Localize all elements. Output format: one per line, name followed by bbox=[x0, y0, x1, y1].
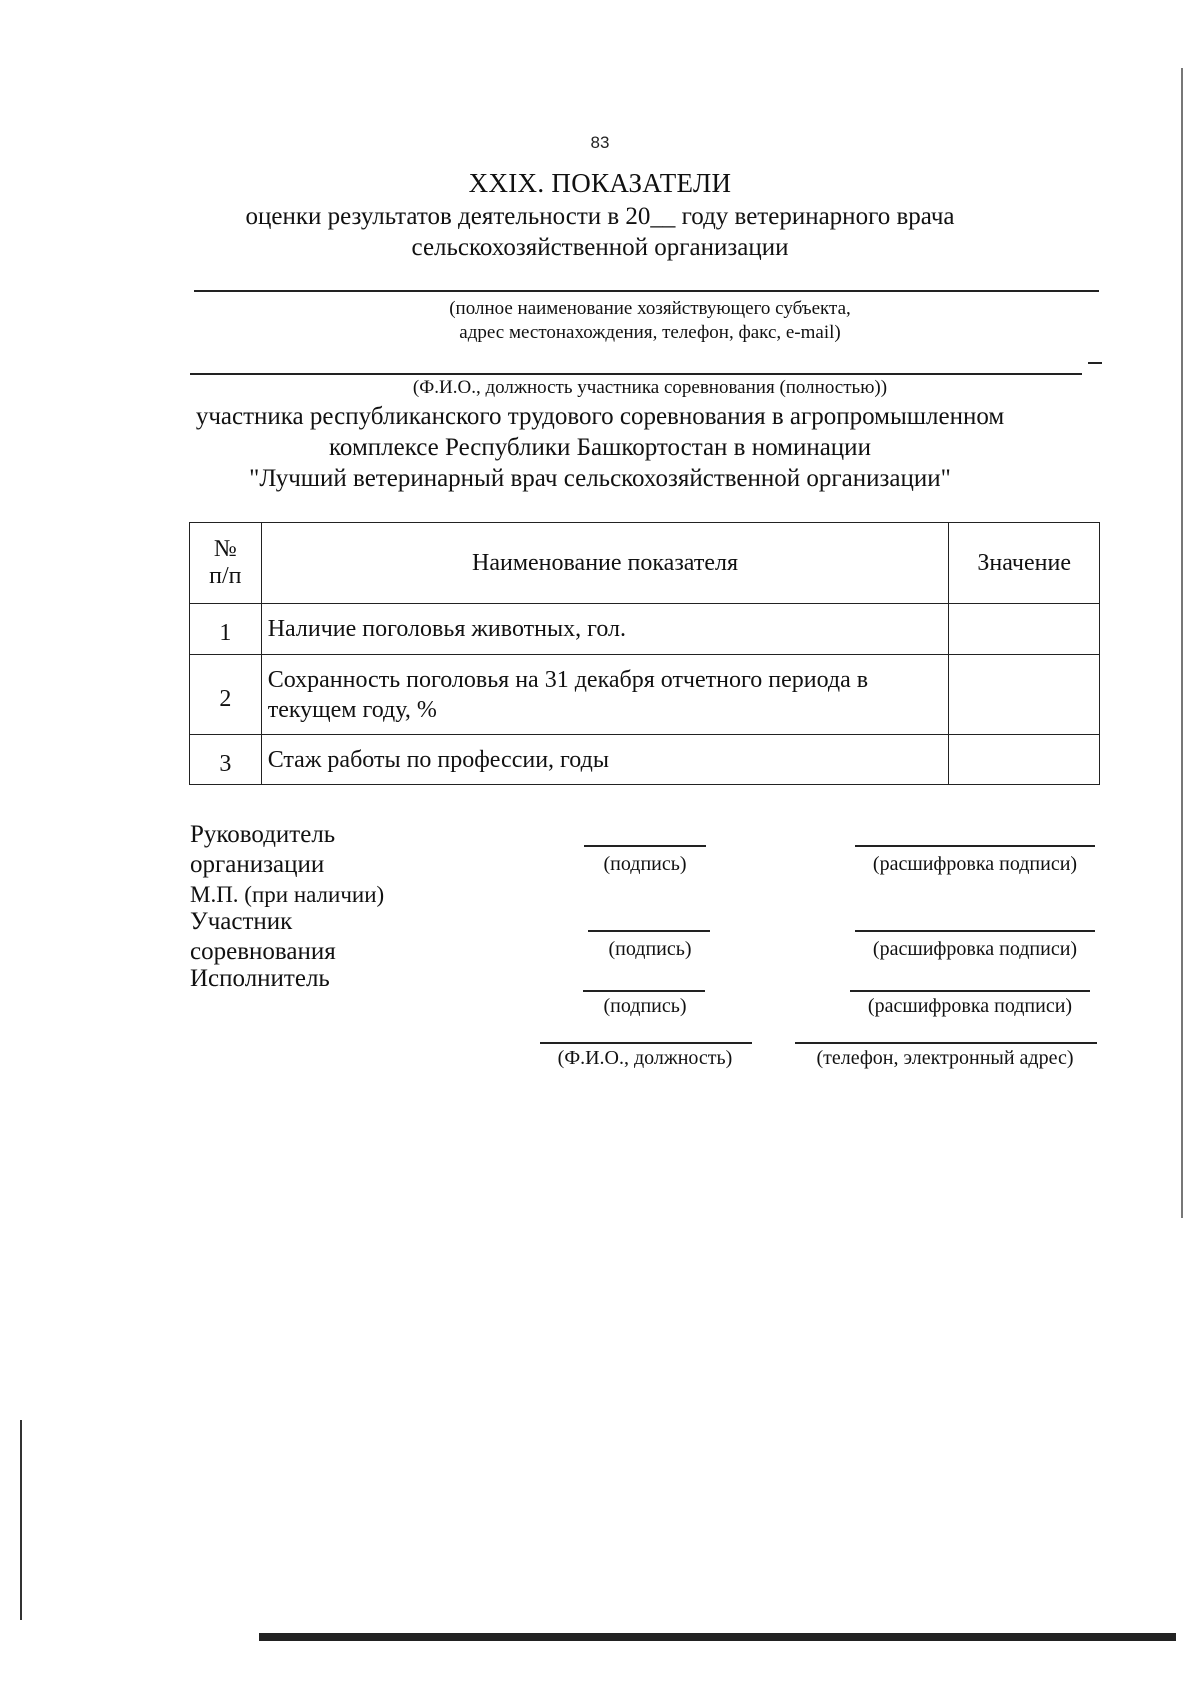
participant-label-line-1: Участник bbox=[190, 908, 293, 935]
row-value-cell[interactable] bbox=[949, 604, 1100, 655]
entity-fill-line bbox=[194, 290, 1099, 292]
table-header-row bbox=[190, 523, 1100, 604]
nomination-text bbox=[170, 401, 1030, 494]
stamp-label: М.П. (при наличии) bbox=[190, 882, 385, 907]
head-label-line-2: организации bbox=[190, 851, 325, 878]
executor-decoding-caption: (расшифровка подписи) bbox=[867, 995, 1073, 1017]
entity-caption-line-2: адрес местонахождения, телефон, факс, e-mail) bbox=[459, 322, 841, 343]
row-indicator-name: Наличие поголовья животных, гол. bbox=[261, 604, 949, 655]
participant-signature-caption: (подпись) bbox=[608, 938, 692, 960]
participant-decoding-caption: (расшифровка подписи) bbox=[872, 938, 1078, 960]
header-value: Значение bbox=[949, 523, 1100, 604]
row-indicator-name: Стаж работы по профессии, годы bbox=[261, 735, 949, 785]
row-value-cell[interactable] bbox=[949, 655, 1100, 735]
nomination-line-3: "Лучший ветеринарный врач сельскохозяйственной организации" bbox=[249, 465, 951, 492]
executor-fio-caption: (Ф.И.О., должность) bbox=[557, 1047, 733, 1069]
executor-contact-line[interactable] bbox=[795, 1042, 1097, 1044]
participant-dash bbox=[1088, 362, 1102, 364]
nomination-line-1: участника республиканского трудового соревнования в агропромышленном bbox=[195, 403, 1005, 430]
table-row bbox=[190, 604, 1100, 655]
scan-bottom-bar bbox=[259, 1633, 1176, 1641]
participant-caption: (Ф.И.О., должность участника соревнования (полностью)) bbox=[412, 377, 888, 398]
executor-fio-line[interactable] bbox=[540, 1042, 752, 1044]
header-indicator-name: Наименование показателя bbox=[261, 523, 949, 604]
participant-signature-line[interactable] bbox=[588, 930, 710, 932]
entity-caption-line-1: (полное наименование хозяйствующего субъекта, bbox=[449, 298, 851, 319]
participant-label bbox=[190, 907, 336, 967]
row-value-cell[interactable] bbox=[949, 735, 1100, 785]
indicators-table bbox=[189, 522, 1100, 785]
row-indicator-name: Сохранность поголовья на 31 декабря отчетного периода в текущем году, % bbox=[261, 655, 949, 735]
executor-label: Исполнитель bbox=[190, 965, 330, 992]
executor-contact-caption: (телефон, электронный адрес) bbox=[816, 1047, 1074, 1069]
page-number: 83 bbox=[590, 133, 610, 152]
head-signature-line[interactable] bbox=[584, 845, 706, 847]
executor-decoding-line[interactable] bbox=[850, 990, 1090, 992]
table-row bbox=[190, 735, 1100, 785]
document-subtitle bbox=[200, 201, 1000, 263]
executor-signature-caption: (подпись) bbox=[603, 995, 687, 1017]
head-signature-caption: (подпись) bbox=[603, 853, 687, 875]
document-title: XXIX. ПОКАЗАТЕЛИ bbox=[468, 168, 732, 198]
head-label-line-1: Руководитель bbox=[190, 821, 336, 848]
head-decoding-caption: (расшифровка подписи) bbox=[872, 853, 1078, 875]
header-number-abbr: п/п bbox=[209, 563, 242, 589]
scan-edge-right bbox=[1181, 68, 1183, 1218]
row-number: 2 bbox=[190, 655, 262, 735]
participant-fill-line bbox=[190, 373, 1082, 375]
table-row bbox=[190, 655, 1100, 735]
subtitle-line-1: оценки результатов деятельности в 20__ году ветеринарного врача bbox=[245, 203, 955, 230]
subtitle-line-2: сельскохозяйственной организации bbox=[411, 234, 789, 261]
head-label bbox=[190, 820, 335, 880]
entity-caption bbox=[300, 297, 1000, 345]
header-number bbox=[190, 523, 262, 604]
nomination-line-2: комплексе Республики Башкортостан в номинации bbox=[329, 434, 871, 461]
row-number: 3 bbox=[190, 735, 262, 785]
participant-decoding-line[interactable] bbox=[855, 930, 1095, 932]
head-decoding-line[interactable] bbox=[855, 845, 1095, 847]
executor-signature-line[interactable] bbox=[583, 990, 705, 992]
scan-edge-left bbox=[20, 1420, 22, 1620]
header-number-sign: № bbox=[213, 536, 237, 562]
row-number: 1 bbox=[190, 604, 262, 655]
participant-label-line-2: соревнования bbox=[190, 938, 336, 965]
